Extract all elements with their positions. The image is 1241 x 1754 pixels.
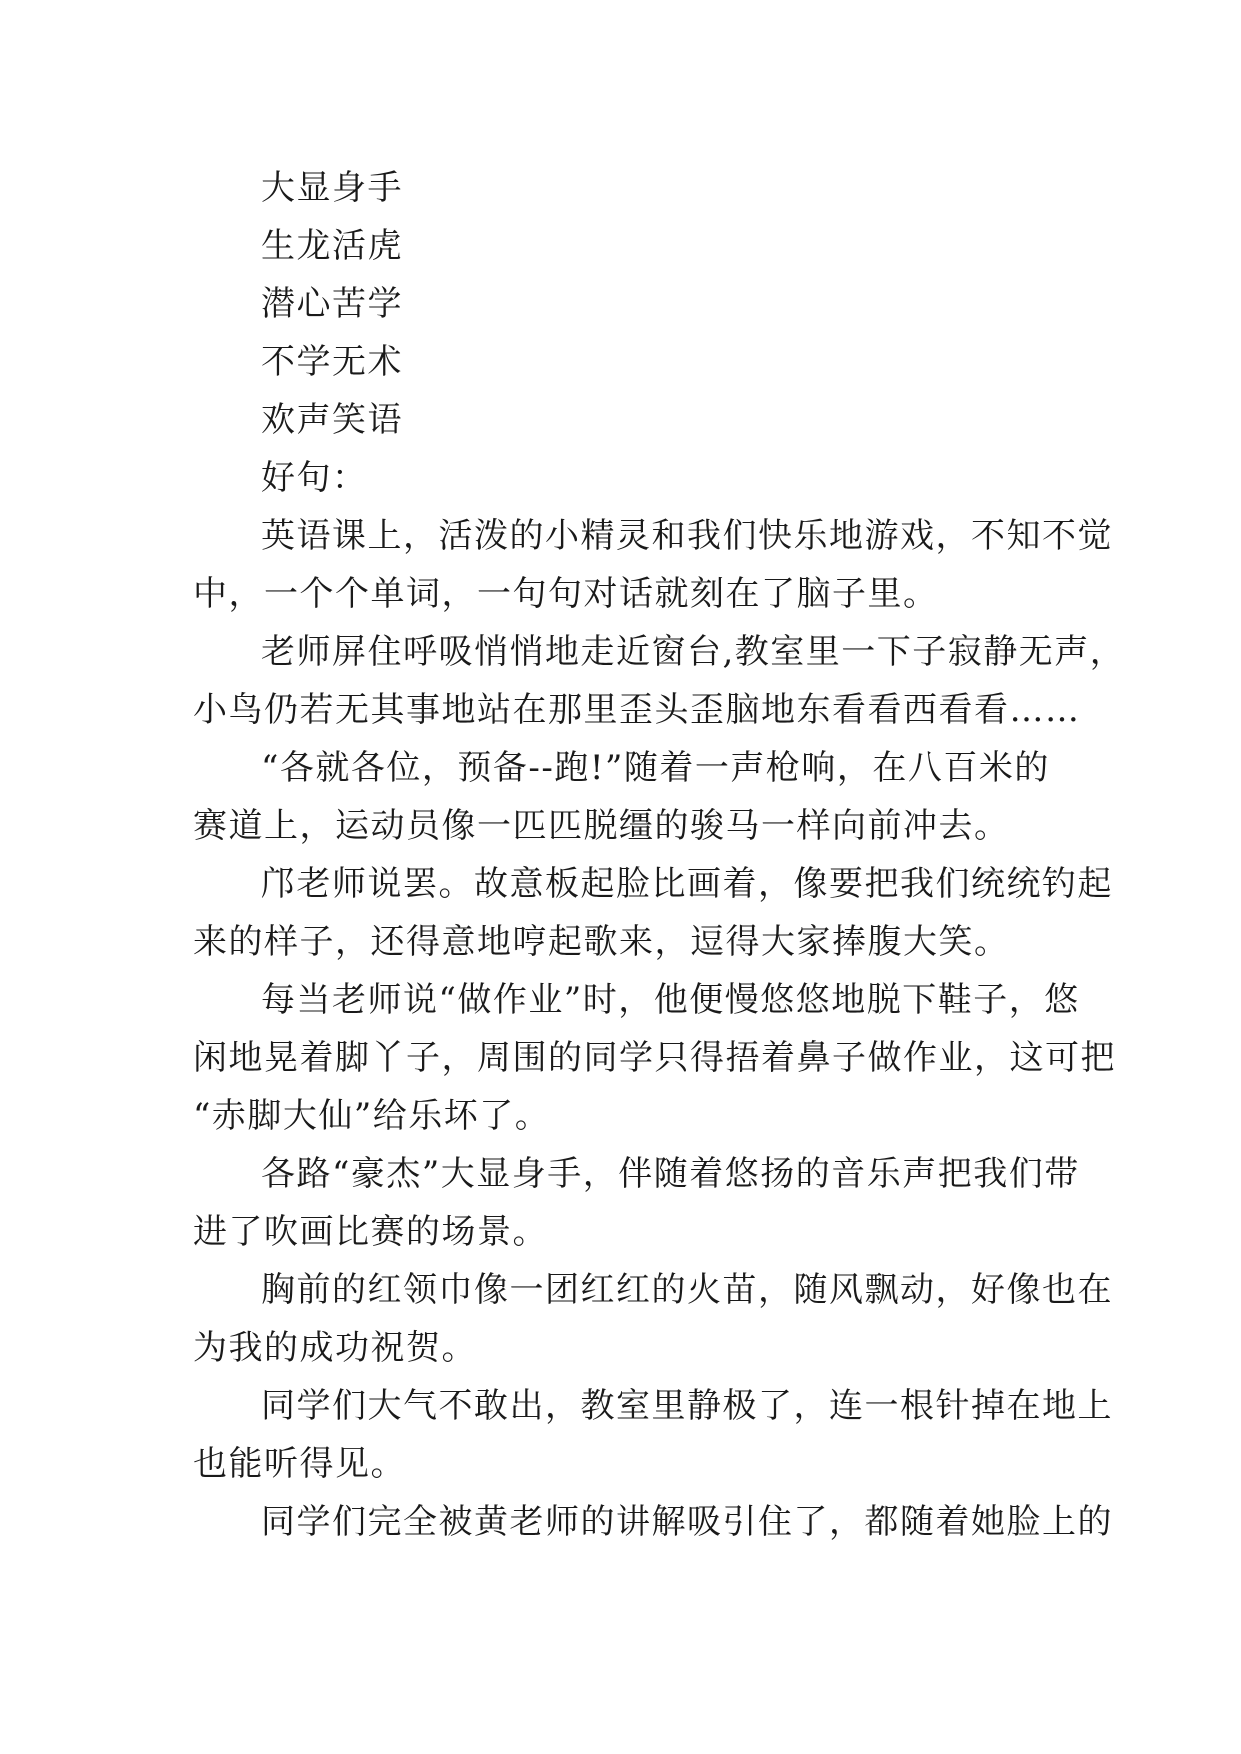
paragraph-line: 每当老师说“做作业”时，他便慢悠悠地脱下鞋子，悠 <box>261 980 1080 1020</box>
word-item: 潜心苦学 <box>261 284 403 324</box>
paragraph <box>193 1261 1113 1377</box>
good-sentences-heading: 好句： <box>261 458 368 498</box>
paragraph-line: 赛道上，运动员像一匹匹脱缰的骏马一样向前冲去。 <box>193 806 1010 846</box>
paragraph-line: 同学们大气不敢出，教室里静极了，连一根针掉在地上 <box>261 1386 1113 1426</box>
paragraph-line: 各路“豪杰”大显身手，伴随着悠扬的音乐声把我们带 <box>261 1154 1080 1194</box>
paragraph <box>193 1493 1113 1551</box>
paragraph <box>193 623 1126 739</box>
paragraph-line: 进了吹画比赛的场景。 <box>193 1212 548 1252</box>
word-item: 生龙活虎 <box>261 226 403 266</box>
paragraph-line: 来的样子，还得意地哼起歌来，逗得大家捧腹大笑。 <box>193 922 1010 962</box>
word-item: 欢声笑语 <box>261 400 403 440</box>
paragraph-line: 中，一个个单词，一句句对话就刻在了脑子里。 <box>193 574 939 614</box>
paragraph-line: 邝老师说罢。故意板起脸比画着，像要把我们统统钓起 <box>261 864 1113 904</box>
paragraph-line: 同学们完全被黄老师的讲解吸引住了，都随着她脸上的 <box>261 1502 1113 1542</box>
paragraph-line: 闲地晃着脚丫子，周围的同学只得捂着鼻子做作业，这可把 <box>193 1038 1116 1078</box>
paragraph <box>193 971 1116 1145</box>
paragraph-line: 小鸟仍若无其事地站在那里歪头歪脑地东看看西看看…… <box>193 690 1081 730</box>
word-item: 大显身手 <box>261 168 403 208</box>
document-body <box>193 159 1126 1551</box>
paragraph <box>193 507 1113 623</box>
paragraph-line: “赤脚大仙”给乐坏了。 <box>193 1096 551 1136</box>
paragraph <box>193 1145 1080 1261</box>
paragraph-line: 英语课上，活泼的小精灵和我们快乐地游戏，不知不觉 <box>261 516 1113 556</box>
paragraph-line: 也能听得见。 <box>193 1444 406 1484</box>
paragraph-line: 为我的成功祝贺。 <box>193 1328 477 1368</box>
paragraph-line: “各就各位，预备--跑!”随着一声枪响，在八百米的 <box>261 748 1050 788</box>
paragraph <box>193 1377 1113 1493</box>
word-item: 不学无术 <box>261 342 403 382</box>
paragraph <box>193 739 1055 855</box>
paragraph-line: 老师屏住呼吸悄悄地走近窗台,教室里一下子寂静无声， <box>261 632 1126 672</box>
paragraph-line: 胸前的红领巾像一团红红的火苗，随风飘动，好像也在 <box>261 1270 1113 1310</box>
paragraph <box>193 855 1113 971</box>
